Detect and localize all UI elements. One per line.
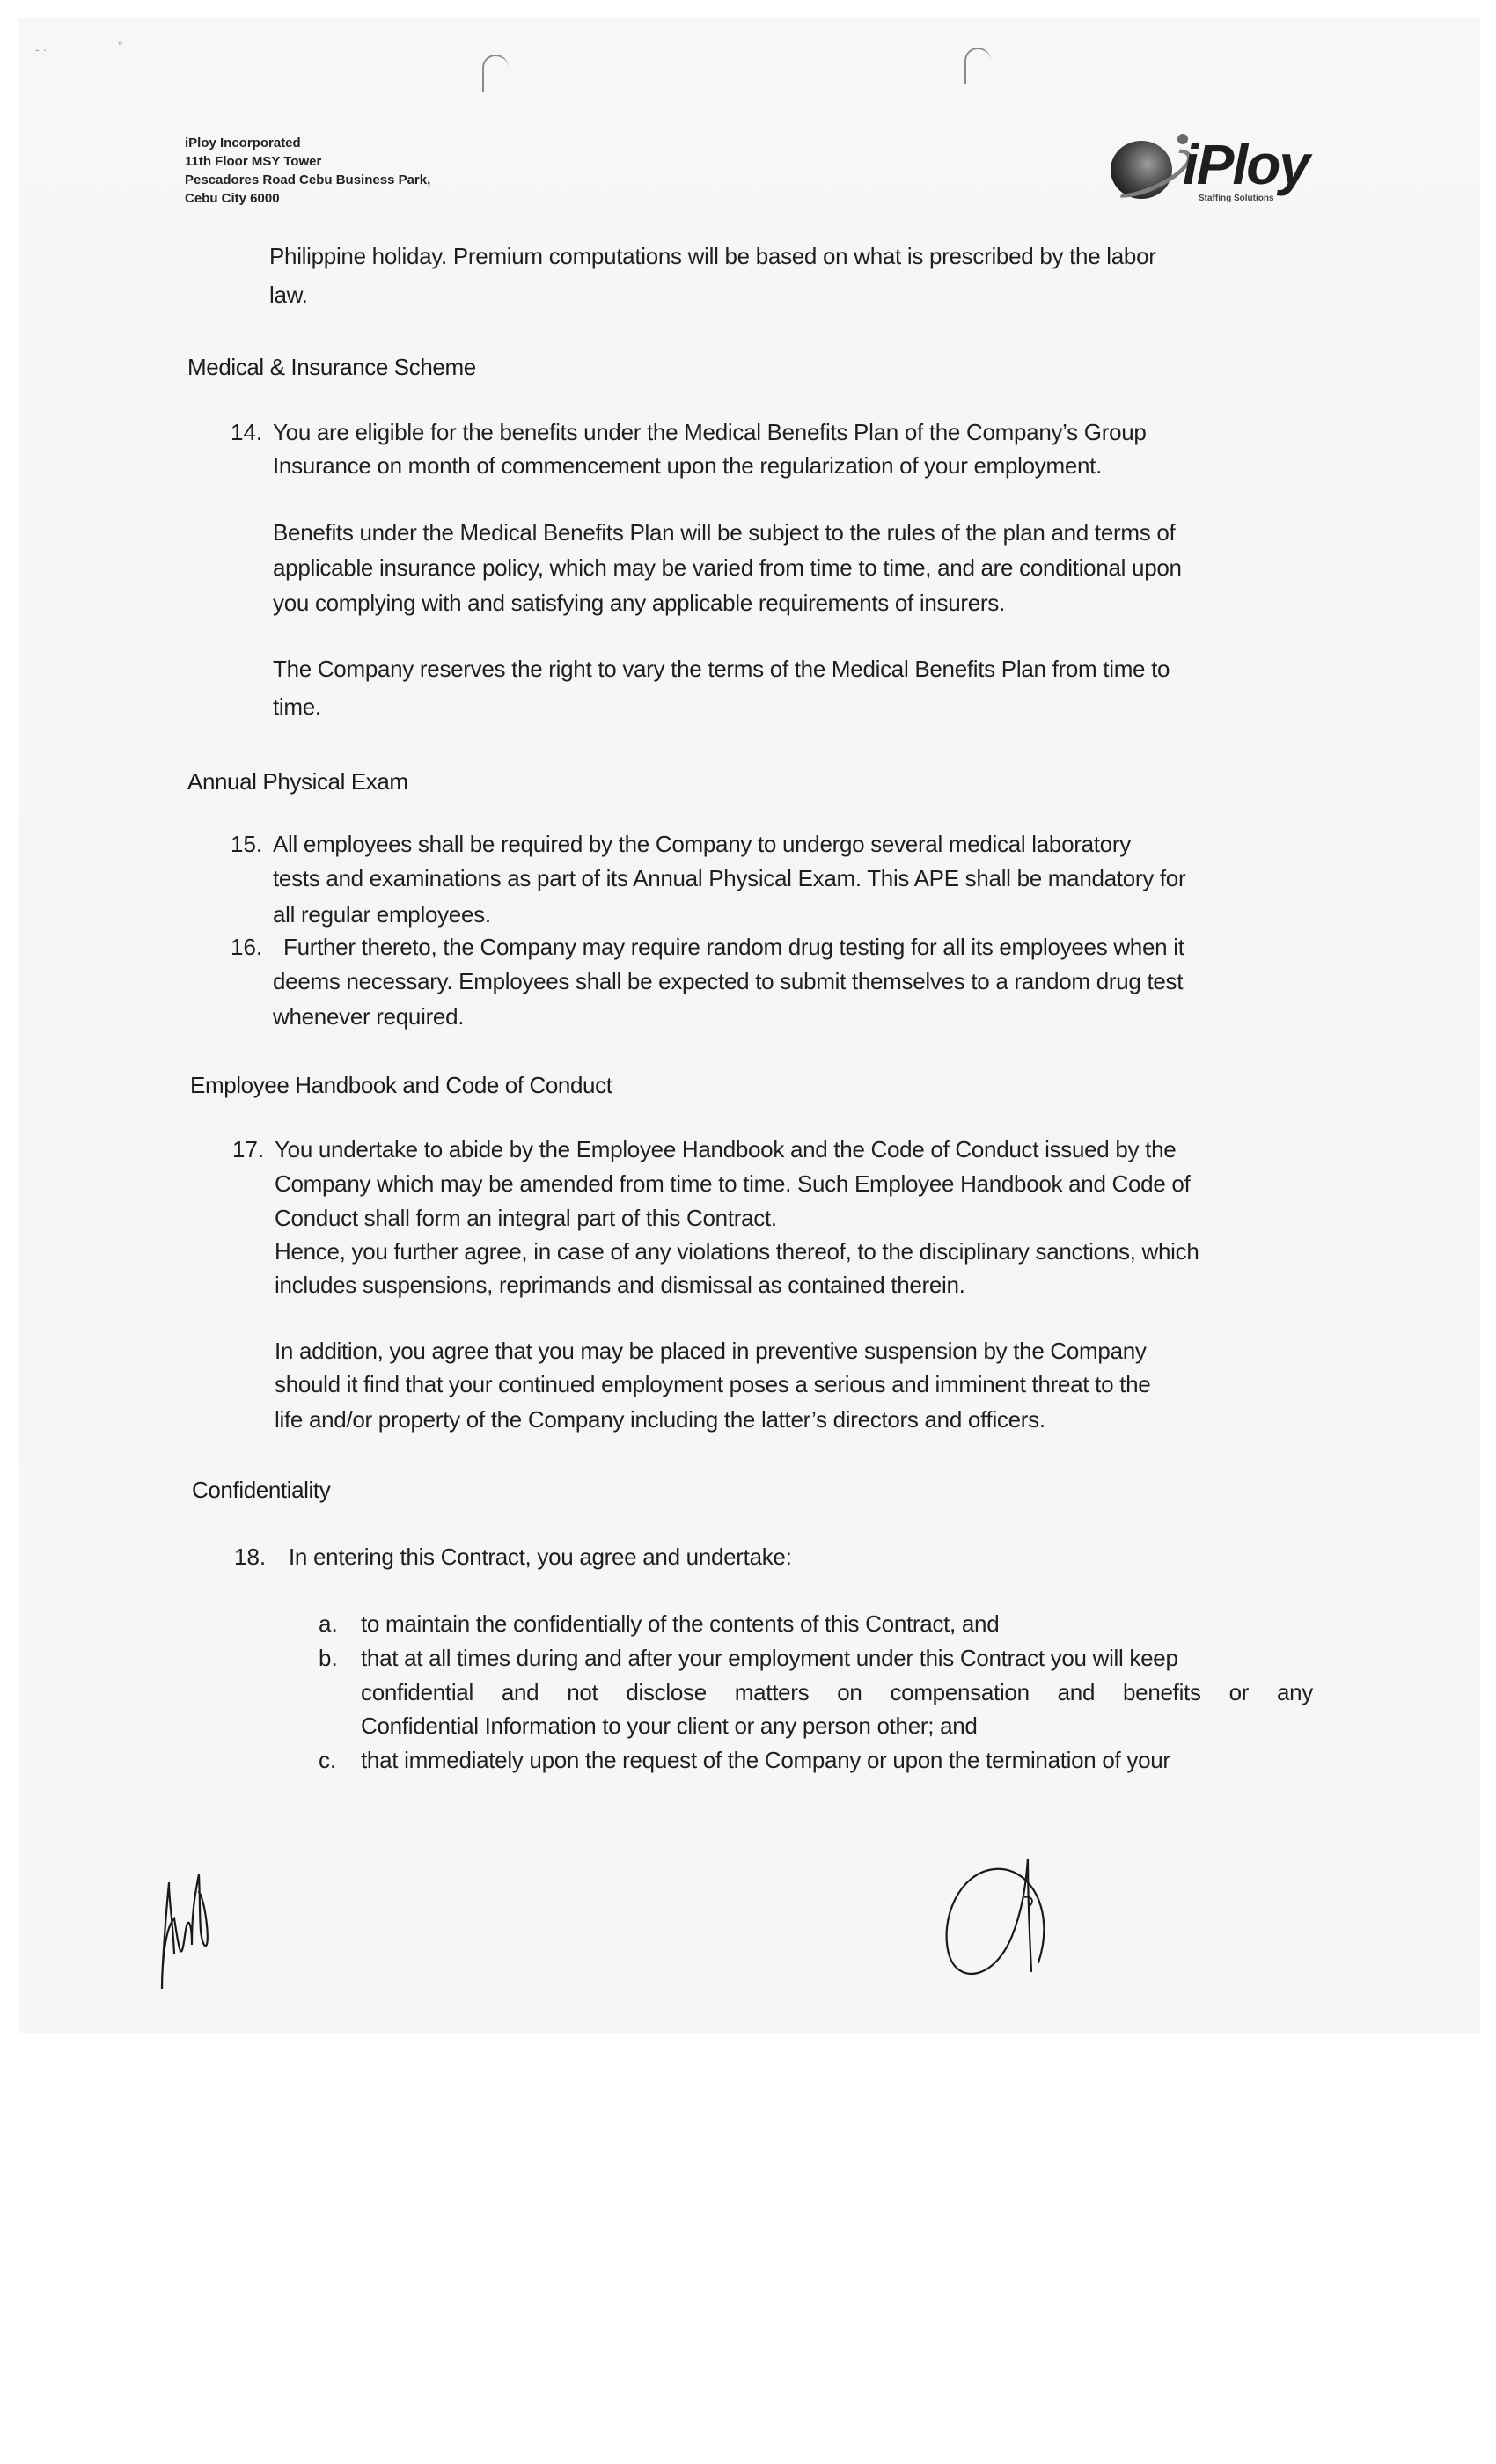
clause-16-line: deems necessary. Employees shall be expected to submit themselves to a random drug test (273, 968, 1184, 994)
handbook-para-line: In addition, you agree that you may be placed in preventive suspension by the Company (275, 1338, 1147, 1364)
clause-15-line: tests and examinations as part of its Annual Physical Exam. This APE shall be mandatory for (273, 865, 1186, 891)
subclause-b-line: confidential and not disclose matters on compensation and benefits or any (361, 1679, 1313, 1705)
company-name: iPloy Incorporated (185, 136, 301, 150)
clause-18-intro: In entering this Contract, you agree and undertake: (289, 1544, 792, 1570)
clause-number: 17. (232, 1136, 265, 1162)
carryover-line: Philippine holiday. Premium computations will be based on what is prescribed by the labor (269, 243, 1156, 269)
medical-para-line: The Company reserves the right to vary the terms of the Medical Benefits Plan from time to (273, 656, 1170, 682)
employee-signature (150, 1848, 229, 2024)
subclause-b-line: Confidential Information to your client or any person other; and (361, 1712, 978, 1739)
subclause-a-line: to maintain the confidentially of the contents of this Contract, and (361, 1610, 1000, 1637)
logo-wordmark: iPloy (1183, 133, 1309, 196)
section-heading-medical: Medical & Insurance Scheme (187, 354, 476, 380)
clause-16-line: whenever required. (273, 1003, 465, 1030)
scan-speck: - · (35, 42, 48, 56)
clause-number: 14. (231, 419, 263, 445)
clause-17-line: You undertake to abide by the Employee Handbook and the Code of Conduct issued by the (275, 1136, 1177, 1162)
clause-15-line: all regular employees. (273, 901, 491, 928)
clause-17-line: Company which may be amended from time to time. Such Employee Handbook and Code of (275, 1170, 1191, 1197)
clause-14-line: Insurance on month of commencement upon the regularization of your employment. (273, 452, 1103, 479)
clause-15-line: All employees shall be required by the Company to undergo several medical laboratory (273, 831, 1131, 857)
subclause-letter: b. (319, 1645, 338, 1671)
company-signature (924, 1857, 1065, 1989)
scan-speck: ° (118, 39, 123, 53)
medical-para-line: applicable insurance policy, which may be varied from time to time, and are conditional upon (273, 554, 1182, 581)
clause-number: 18. (234, 1544, 267, 1570)
punch-hole-mark-left (482, 55, 509, 92)
carryover-line: law. (269, 282, 308, 308)
section-heading-handbook: Employee Handbook and Code of Conduct (190, 1072, 612, 1098)
subclause-b-line: that at all times during and after your employment under this Contract you will keep (361, 1645, 1178, 1671)
subclause-letter: c. (319, 1747, 337, 1773)
medical-para-line: Benefits under the Medical Benefits Plan will be subject to the rules of the plan and terms of (273, 519, 1176, 546)
medical-para-line: time. (273, 693, 321, 720)
clause-number: 15. (231, 831, 263, 857)
clause-17-line: Conduct shall form an integral part of this Contract. (275, 1205, 777, 1231)
address-line: Cebu City 6000 (185, 191, 280, 206)
section-heading-confidentiality: Confidentiality (192, 1477, 331, 1503)
section-heading-ape: Annual Physical Exam (187, 768, 408, 795)
logo-tagline: Staffing Solutions (1199, 194, 1274, 203)
handbook-para-line: should it find that your continued employment poses a serious and imminent threat to the (275, 1371, 1151, 1397)
handbook-para-line: life and/or property of the Company including the latter’s directors and officers. (275, 1406, 1045, 1433)
company-logo (1111, 130, 1339, 209)
punch-hole-mark-right (964, 48, 991, 84)
address-line: 11th Floor MSY Tower (185, 154, 322, 169)
clause-16-line: Further thereto, the Company may require random drug testing for all its employees when it (283, 934, 1184, 960)
clause-17-line: includes suspensions, reprimands and dismissal as contained therein. (275, 1272, 965, 1298)
subclause-c-line: that immediately upon the request of the Company or upon the termination of your (361, 1747, 1170, 1773)
subclause-letter: a. (319, 1610, 338, 1637)
letterhead-address (185, 134, 430, 208)
clause-number: 16. (231, 934, 263, 960)
clause-17-line: Hence, you further agree, in case of any violations thereof, to the disciplinary sanctions, which (275, 1238, 1199, 1265)
medical-para-line: you complying with and satisfying any applicable requirements of insurers. (273, 590, 1005, 616)
clause-14-line: You are eligible for the benefits under the Medical Benefits Plan of the Company’s Group (273, 419, 1147, 445)
address-line: Pescadores Road Cebu Business Park, (185, 172, 431, 187)
